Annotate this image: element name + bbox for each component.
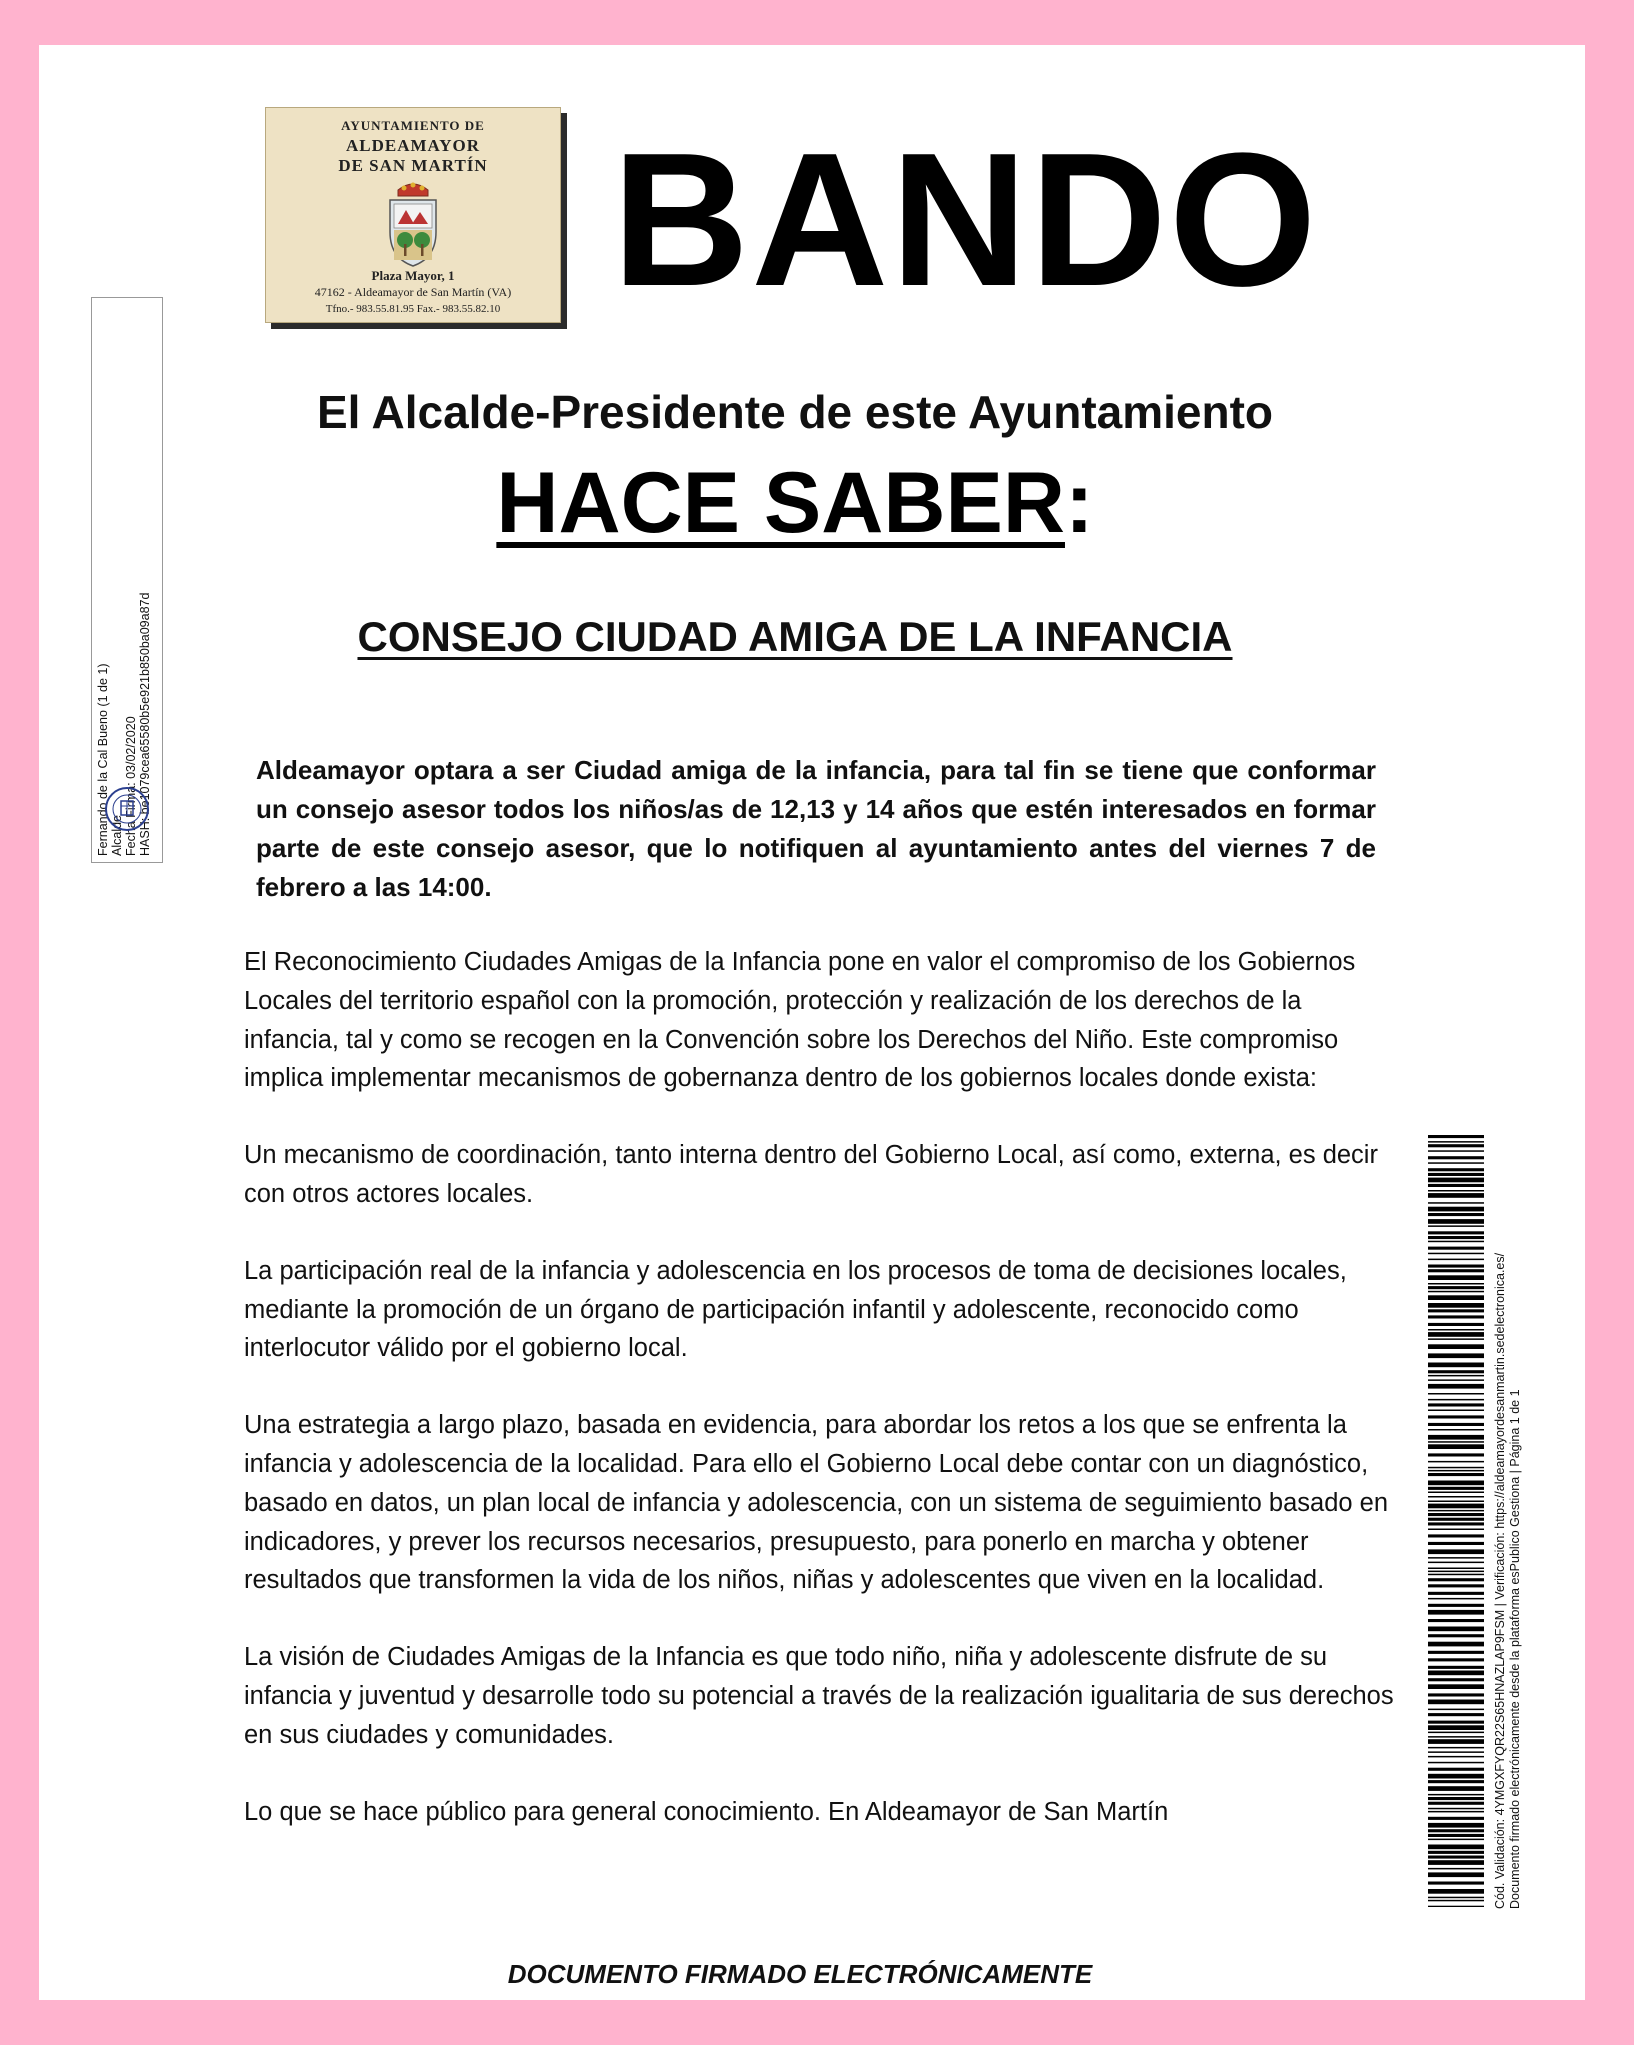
verification-text-area (1493, 1125, 1533, 1909)
verification-line-2: Documento firmado electrónicamente desde la plataforma esPublico Gestiona | Página 1 de 1 (1508, 1389, 1522, 1909)
seal-phones: Tfno.- 983.55.81.95 Fax.- 983.55.82.10 (325, 303, 501, 315)
hace-saber-text: HACE SABER (496, 455, 1065, 551)
notice-heading: CONSEJO CIUDAD AMIGA DE LA INFANCIA (357, 613, 1233, 660)
document-page (39, 45, 1585, 2000)
body-text (244, 943, 1394, 1869)
hace-saber-colon: : (1064, 455, 1094, 551)
verification-barcode (1428, 1135, 1484, 1907)
body-paragraph: Una estrategia a largo plazo, basada en evidencia, para abordar los retos a los que se enfrenta la infancia y adolescencia de la localidad. Para ello el Gobierno Local debe contar con un diagnóstico, basado en datos, un plan local de infancia y adolescencia, con un sistema de seguimiento basado en indicadores, y prever los recursos necesarios, presupuesto, para ponerlo en marcha y obtener resultados que transformen la vida de los niños, niñas y adolescentes que viven en la localidad. (244, 1411, 1389, 1595)
body-paragraph: Un mecanismo de coordinación, tanto interna dentro del Gobierno Local, así como, externa, es decir con otros actores locales. (244, 1141, 1378, 1208)
body-paragraph: La visión de Ciudades Amigas de la Infancia es que todo niño, niña y adolescente disfrute de su infancia y juventud y desarrolle todo su potencial a través de la realización igualitaria de sus derechos en sus ciudades y comunidades. (244, 1643, 1394, 1749)
signature-stamp-icon (104, 786, 150, 832)
seal-line-2: ALDEAMAYOR (345, 136, 481, 155)
hace-saber-heading (22, 455, 1568, 551)
body-paragraph: La participación real de la infancia y adolescencia en los procesos de toma de decisiones locales, mediante la promoción de un órgano de participación infantil y adolescente, reconocido como interlocutor válido por el gobierno local. (244, 1256, 1347, 1363)
body-paragraph: Lo que se hace público para general conocimiento. En Aldeamayor de San Martín (244, 1797, 1169, 1826)
body-paragraph: El Reconocimiento Ciudades Amigas de la Infancia pone en valor el compromiso de los Gobiernos Locales del territorio español con la promoción, protección y realización de los derechos de la infancia, tal y como se recogen en la Convención sobre los Derechos del Niño. Este compromiso implica implementar mecanismos de gobernanza dentro de los gobiernos locales donde exista: (244, 948, 1356, 1093)
seal-line-3: DE SAN MARTÍN (338, 156, 488, 175)
signature-hash: HASH: be1079cea65580b5e921b850ba09a87d (138, 592, 152, 856)
coat-of-arms-icon (384, 180, 442, 268)
seal-address: Plaza Mayor, 1 (371, 268, 455, 283)
verification-rotated-text (1493, 1125, 1533, 1909)
seal-line-1: AYUNTAMIENTO DE (341, 118, 485, 133)
electronic-signature-box (91, 297, 163, 863)
document-title: BANDO (612, 114, 1319, 326)
signed-electronically-footer: DOCUMENTO FIRMADO ELECTRÓNICAMENTE (507, 1959, 1093, 1989)
verification-line-1: Cód. Validación: 4YMGXFYQR22S65HNAZLAP9FSM | Verificación: https://aldeamayordesanmartin.sedelectronica.es/ (1493, 1252, 1507, 1909)
municipal-letterhead-seal (265, 107, 561, 323)
signer-role: Alcalde (110, 815, 124, 856)
issuer-subtitle: El Alcalde-Presidente de este Ayuntamiento (316, 386, 1274, 438)
lead-paragraph: Aldeamayor optara a ser Ciudad amiga de la infancia, para tal fin se tiene que conformar un consejo asesor todos los niños/as de 12,13 y 14 años que estén interesados en formar parte de este consejo asesor, que lo notifiquen al ayuntamiento antes del viernes 7 de febrero a las 14:00. (256, 755, 1376, 902)
seal-city: 47162 - Aldeamayor de San Martín (VA) (314, 285, 512, 299)
signer-name: Fernando de la Cal Bueno (1 de 1) (96, 663, 110, 856)
signature-date: Fecha Firma: 03/02/2020 (124, 716, 138, 856)
